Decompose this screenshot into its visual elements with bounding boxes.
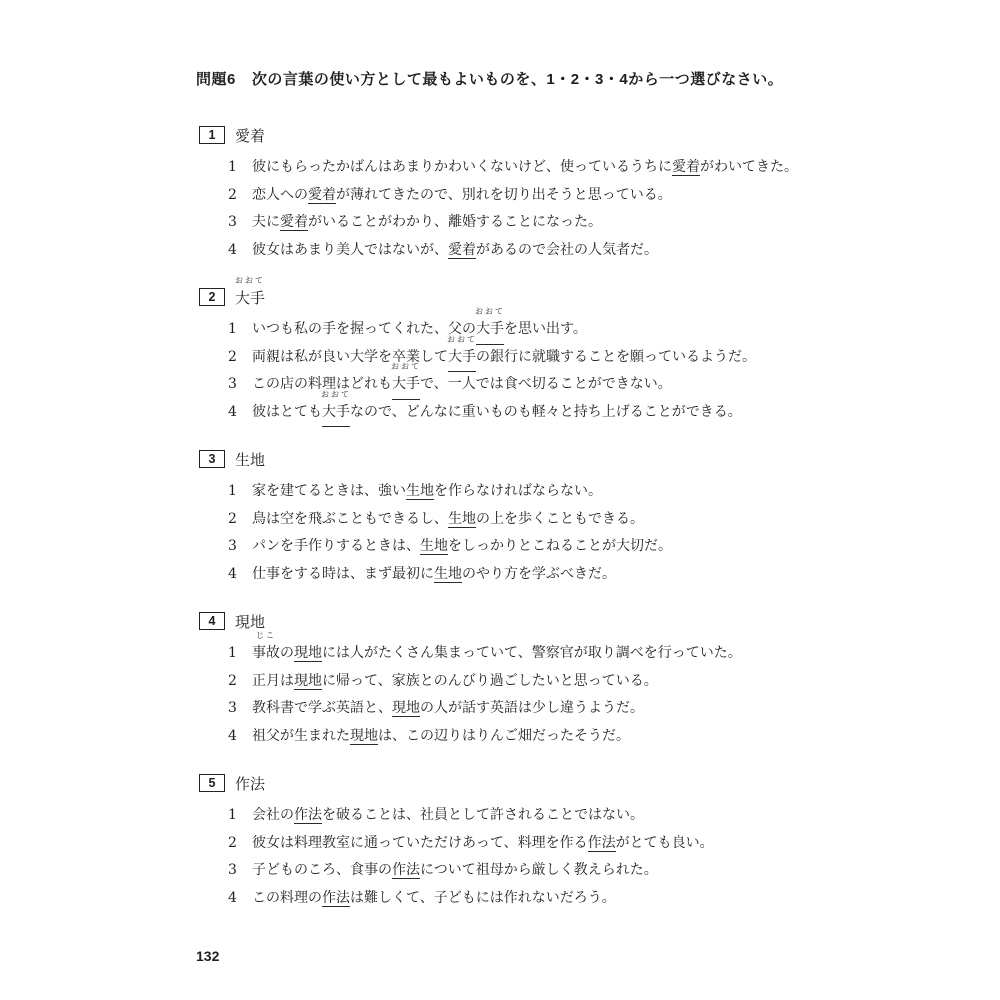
text-segment: を破ることは、社員として許されることではない。 (322, 807, 644, 823)
question-block (196, 124, 916, 264)
option-number: 3 (228, 376, 237, 392)
underlined-word: 現地 (294, 672, 322, 689)
option-number: 4 (228, 565, 237, 582)
question-header (196, 772, 916, 794)
option-number: 2 (228, 348, 237, 365)
question-block (196, 772, 916, 912)
question-header (196, 448, 916, 470)
option-number: 3 (228, 862, 237, 878)
question-word: 大手 おおて (235, 275, 266, 307)
text-segment: この店の料理はどれも (252, 376, 392, 392)
question-block (196, 275, 916, 426)
text-segment: は、この辺りはりんご畑だったそうだ。 (378, 727, 630, 744)
text-segment: には人がたくさん集まっていて、警察官が取り調べを行っていた。 (322, 645, 742, 661)
option-number: 1 (228, 159, 237, 175)
furigana: おおて (391, 362, 421, 371)
question-block (196, 448, 916, 588)
text-segment: 教科書で学ぶ英語と、 (252, 700, 392, 716)
text-segment: の人が話す英語は少し違うようだ。 (420, 700, 644, 716)
text-segment: 鳥は空を飛ぶこともできるし、 (252, 510, 448, 527)
option-number: 4 (228, 889, 237, 906)
option-number: 2 (228, 672, 237, 689)
option-number: 1 (228, 321, 237, 337)
text-segment: いつも私の手を握ってくれた、父の (252, 321, 476, 337)
text-segment: 夫に (252, 214, 280, 230)
problem-number: 問題6 (196, 71, 236, 88)
furigana: おおて (235, 275, 265, 285)
question-header (196, 610, 916, 632)
text-segment: のやり方を学ぶべきだ。 (462, 565, 616, 582)
problem-title (196, 70, 916, 90)
option-number: 3 (228, 214, 237, 230)
text-segment: が薄れてきたので、別れを切り出そうと思っている。 (336, 186, 672, 203)
underlined-word: 愛着 (308, 186, 336, 203)
text-segment: に帰って、家族とのんびり過ごしたいと思っている。 (322, 672, 658, 689)
text-segment: 祖父が生まれた (252, 727, 350, 744)
question-header (196, 275, 916, 308)
text-segment: を思い出す。 (504, 321, 587, 337)
option-number: 1 (228, 645, 237, 661)
underlined-word: 大手 おおて (322, 399, 350, 428)
furigana: おおて (475, 307, 505, 316)
text-segment: で、一人では食べ切ることができない。 (420, 376, 672, 392)
option-row (196, 182, 916, 210)
text-segment: があるので会社の人気者だ。 (476, 241, 658, 258)
option-number: 2 (228, 186, 237, 203)
underlined-word: 愛着 (448, 241, 476, 258)
option-number: 4 (228, 727, 237, 744)
option-row (196, 362, 916, 399)
question-block (196, 610, 916, 750)
text-segment: この料理の (252, 889, 322, 906)
underlined-word: 作法 (294, 807, 322, 823)
underlined-word: 大手 おおて (448, 344, 476, 373)
text-segment: の銀行に就職することを願っているようだ。 (476, 348, 756, 365)
option-number: 3 (228, 700, 237, 716)
content (196, 70, 916, 912)
option-row (196, 334, 916, 372)
option-row (196, 307, 916, 344)
underlined-word: 作法 (392, 862, 420, 878)
question-header (196, 124, 916, 146)
option-row (196, 533, 916, 561)
questions (196, 124, 916, 912)
question-number-box: 1 (199, 126, 225, 144)
text-segment: がわいてきた。 (700, 159, 798, 175)
question-word: 生地 (235, 450, 266, 469)
option-number: 4 (228, 241, 237, 258)
text-segment: 彼女は料理教室に通っていただけあって、料理を作る (252, 834, 588, 851)
text-segment: について祖母から厳しく教えられた。 (420, 862, 658, 878)
text-segment: 彼はとても (252, 403, 322, 420)
option-row (196, 695, 916, 723)
underlined-word: 現地 (294, 645, 322, 661)
question-word: 作法 (235, 774, 266, 793)
text-segment: 恋人への (252, 186, 308, 203)
option-row (196, 478, 916, 506)
text-segment: なので、どんなに重いものも軽々と持ち上げることができる。 (350, 403, 742, 420)
option-number: 4 (228, 403, 237, 420)
option-row (196, 885, 916, 913)
option-number: 3 (228, 538, 237, 554)
text-segment: をしっかりとこねることが大切だ。 (448, 538, 672, 554)
underlined-word: 生地 (420, 538, 448, 554)
option-row (196, 506, 916, 534)
underlined-word: 現地 (392, 700, 420, 716)
text-segment: パンを手作りするときは、 (252, 538, 420, 554)
option-row (196, 668, 916, 696)
text-segment: 仕事をする時は、まず最初に (252, 565, 434, 582)
underlined-word: 生地 (448, 510, 476, 527)
underlined-word: 愛着 (280, 214, 308, 230)
option-number: 2 (228, 834, 237, 851)
question-number-box: 5 (199, 774, 225, 792)
question-word: 現地 (235, 612, 266, 631)
option-row (196, 802, 916, 830)
problem-instruction: 次の言葉の使い方として最もよいものを、1・2・3・4から一つ選びなさい。 (251, 71, 784, 88)
option-row (196, 723, 916, 751)
option-number: 2 (228, 510, 237, 527)
question-word: 愛着 (235, 126, 266, 145)
underlined-word: 愛着 (672, 159, 700, 175)
text-segment: 両親は私が良い大学を卒業して (252, 348, 448, 365)
text-segment: 正月は (252, 672, 294, 689)
option-row (196, 857, 916, 885)
furigana: おおて (321, 389, 351, 399)
underlined-word: 作法 (587, 834, 616, 851)
underlined-word: 現地 (350, 727, 378, 744)
furigana: じこ (256, 631, 276, 640)
underlined-word: 生地 (434, 565, 462, 582)
text-segment: 事故 じこ (252, 631, 280, 661)
question-number-box: 3 (199, 450, 225, 468)
option-row (196, 561, 916, 589)
underlined-word: 大手 おおて (392, 371, 420, 400)
option-row (196, 631, 916, 668)
text-segment: がとても良い。 (615, 834, 714, 851)
question-number-box: 2 (199, 288, 225, 306)
text-segment: 彼にもらったかばんはあまりかわいくないけど、使っているうちに (252, 159, 672, 175)
text-segment: 家を建てるときは、強い (252, 483, 406, 499)
text-segment: は難しくて、子どもには作れないだろう。 (350, 889, 616, 906)
question-number-box: 4 (199, 612, 225, 630)
option-row (196, 209, 916, 237)
text-segment: 会社の (252, 807, 294, 823)
text-segment: 子どものころ、食事の (252, 862, 392, 878)
text-segment: の上を歩くこともできる。 (476, 510, 644, 527)
underlined-word: 生地 (406, 483, 434, 499)
text-segment: 彼女はあまり美人ではないが、 (252, 241, 448, 258)
page-number: 132 (196, 948, 220, 964)
text-segment: を作らなければならない。 (434, 483, 602, 499)
text-segment: の (280, 645, 294, 661)
underlined-word: 作法 (322, 889, 350, 906)
furigana: おおて (447, 334, 477, 344)
option-row (196, 154, 916, 182)
option-row (196, 830, 916, 858)
option-row (196, 237, 916, 265)
option-number: 1 (228, 807, 237, 823)
text-segment: がいることがわかり、離婚することになった。 (308, 214, 602, 230)
option-row (196, 389, 916, 427)
option-number: 1 (228, 483, 237, 499)
underlined-word: 大手 おおて (476, 316, 504, 345)
